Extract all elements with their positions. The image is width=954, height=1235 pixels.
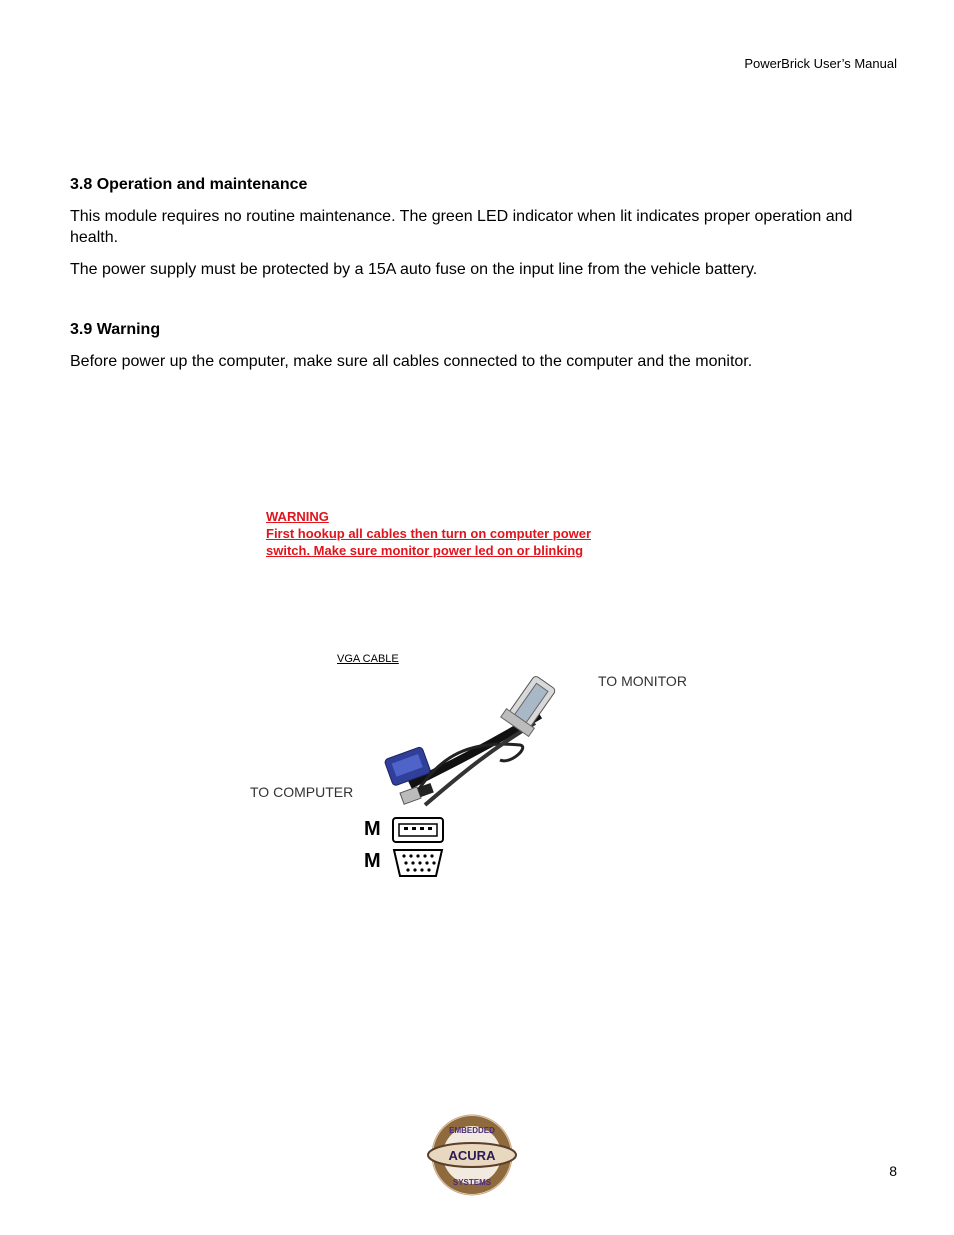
logo-text-top: EMBEDDED (449, 1126, 495, 1135)
running-header: PowerBrick User’s Manual (744, 56, 897, 71)
warning-line-2: switch. Make sure monitor power led on or blinking (266, 543, 584, 558)
vga-cable-label: VGA CABLE (337, 653, 399, 665)
page-number: 8 (889, 1163, 897, 1179)
usb-connector-icon (392, 817, 444, 843)
section-heading-warning: 3.9 Warning (70, 321, 161, 338)
warning-callout (266, 508, 591, 559)
usb-male-label: M (364, 818, 381, 840)
section-heading-operation: 3.8 Operation and maintenance (70, 176, 308, 193)
logo-text-bottom: SYSTEMS (452, 1178, 492, 1187)
vga-male-label: M (364, 850, 381, 872)
acura-embedded-systems-logo (424, 1110, 520, 1200)
warning-paragraph: Before power up the computer, make sure all cables connected to the computer and the monitor. (70, 353, 753, 370)
warning-title: WARNING (266, 509, 329, 524)
to-monitor-label: TO MONITOR (598, 673, 687, 689)
maintenance-paragraph: This module requires no routine maintenance. The green LED indicator when lit indicates proper operation and health. (70, 208, 853, 246)
fuse-paragraph: The power supply must be protected by a 15A auto fuse on the input line from the vehicle battery. (70, 261, 758, 278)
to-computer-label: TO COMPUTER (250, 784, 354, 800)
warning-line-1: First hookup all cables then turn on computer power (266, 526, 592, 541)
logo-text-middle: ACURA (448, 1148, 496, 1163)
vga-connector-icon (392, 848, 444, 878)
vga-cable-illustration (370, 655, 600, 825)
